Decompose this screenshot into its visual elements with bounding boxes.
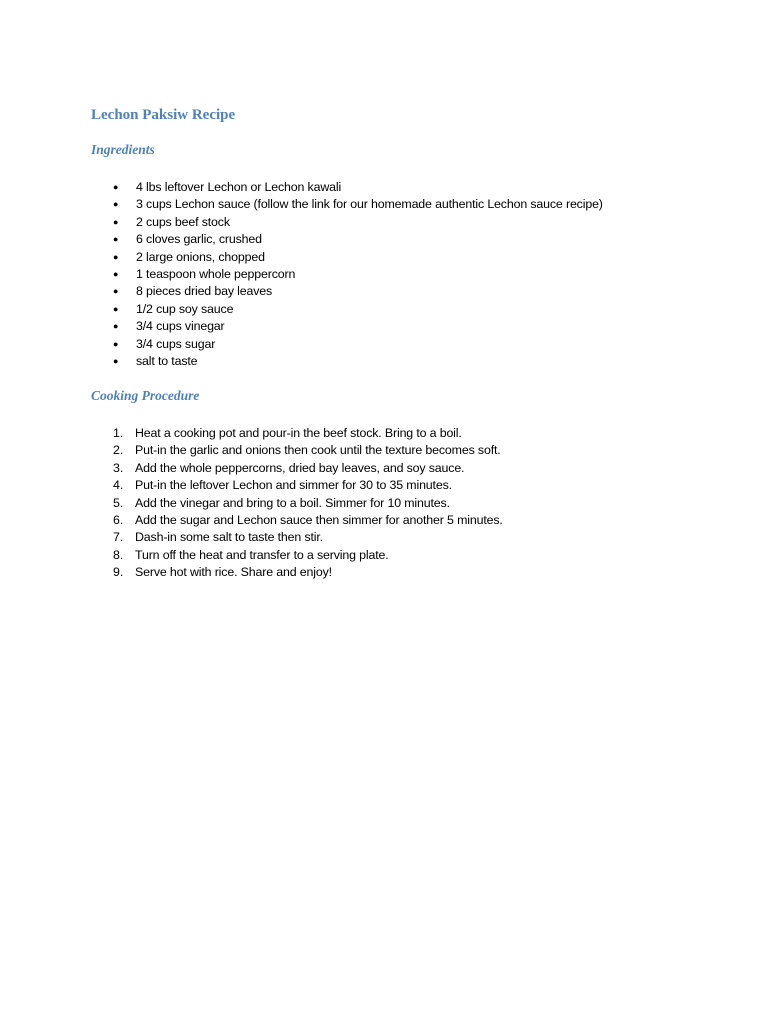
step-text: Add the whole peppercorns, dried bay leaves, and soy sauce. — [135, 460, 465, 475]
bullet-icon: ● — [113, 303, 119, 314]
step-number: 9. — [113, 565, 124, 580]
step-number: 3. — [113, 460, 124, 475]
step-number: 4. — [113, 478, 124, 493]
step-number: 7. — [113, 530, 124, 545]
bullet-icon: ● — [113, 216, 119, 227]
bullet-icon: ● — [113, 182, 119, 192]
ingredient-text: 6 cloves garlic, crushed — [136, 232, 262, 247]
step-text: Put-in the leftover Lechon and simmer for 30 to 35 minutes. — [135, 478, 452, 493]
ingredient-text: 3/4 cups vinegar — [136, 319, 225, 334]
procedure-heading: Cooking Procedure — [91, 388, 200, 403]
ingredient-text: 3 cups Lechon sauce (follow the link for our homemade authentic Lechon sauce recipe) — [136, 197, 603, 212]
step-number: 2. — [113, 443, 124, 458]
ingredient-text: 4 lbs leftover Lechon or Lechon kawali — [136, 180, 342, 194]
step-number: 1. — [113, 426, 124, 440]
bullet-icon: ● — [113, 234, 119, 245]
step-text: Add the vinegar and bring to a boil. Simmer for 10 minutes. — [135, 495, 450, 510]
bullet-icon: ● — [113, 338, 119, 349]
bullet-icon: ● — [113, 199, 119, 210]
step-text: Dash-in some salt to taste then stir. — [135, 530, 323, 545]
step-text: Turn off the heat and transfer to a serving plate. — [135, 547, 389, 562]
ingredient-text: 1 teaspoon whole peppercorn — [136, 266, 296, 281]
step-text: Heat a cooking pot and pour-in the beef stock. Bring to a boil. — [135, 426, 462, 440]
step-text: Put-in the garlic and onions then cook until the texture becomes soft. — [135, 443, 501, 458]
bullet-icon: ● — [113, 251, 119, 262]
step-number: 8. — [113, 547, 124, 562]
step-number: 5. — [113, 495, 124, 510]
step-number: 6. — [113, 512, 124, 527]
bullet-icon: ● — [113, 268, 119, 279]
bullet-icon: ● — [113, 355, 119, 366]
ingredient-text: 3/4 cups sugar — [136, 336, 216, 351]
bullet-icon: ● — [113, 321, 119, 332]
bullet-icon: ● — [113, 286, 119, 297]
ingredient-text: salt to taste — [136, 353, 198, 368]
ingredient-text: 2 large onions, chopped — [136, 249, 265, 264]
ingredient-text: 8 pieces dried bay leaves — [136, 284, 273, 299]
step-text: Serve hot with rice. Share and enjoy! — [135, 565, 332, 580]
page-title: Lechon Paksiw Recipe — [91, 107, 236, 123]
ingredients-heading: Ingredients — [91, 142, 155, 157]
step-text: Add the sugar and Lechon sauce then simmer for another 5 minutes. — [135, 512, 503, 527]
ingredient-text: 1/2 cup soy sauce — [136, 301, 234, 316]
ingredient-text: 2 cups beef stock — [136, 214, 230, 229]
